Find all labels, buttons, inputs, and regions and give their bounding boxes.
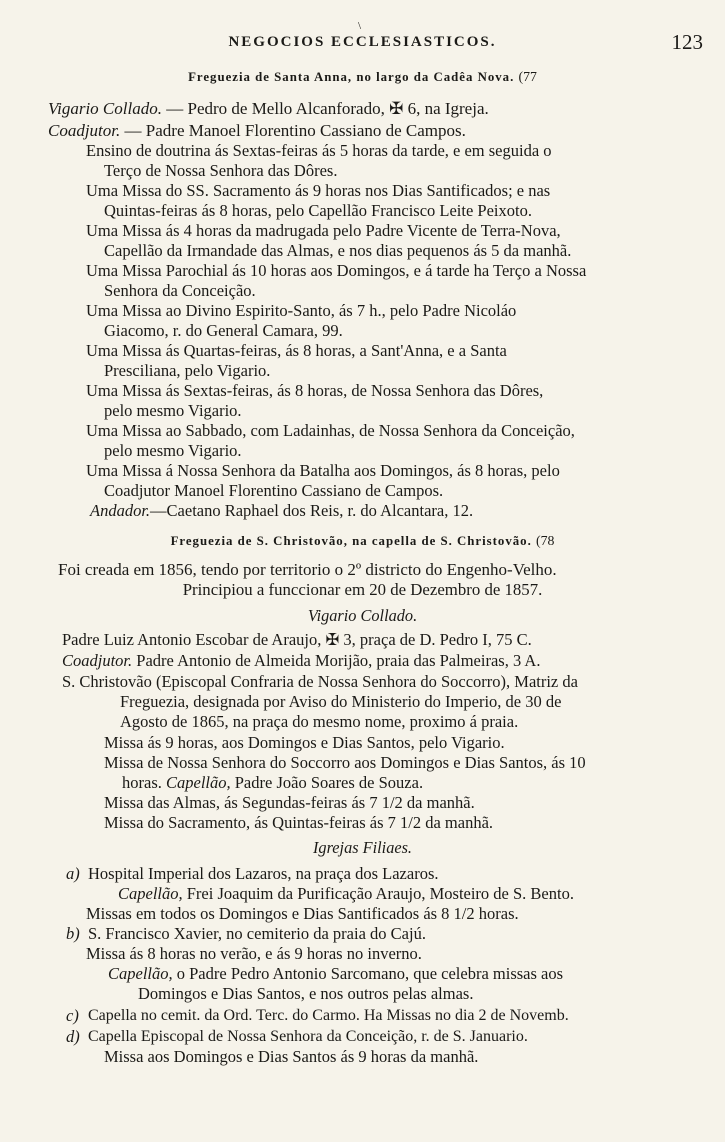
list-item: S. Francisco Xavier, no cemiterio da praia do Cajú.	[88, 924, 426, 943]
vigario-heading: Vigario Collado.	[307, 606, 418, 625]
list-item: Capella Episcopal de Nossa Senhora da Conceição, r. de S. Januario.	[88, 1028, 528, 1045]
text-line: pelo mesmo Vigario.	[104, 441, 242, 460]
text-line: Ensino de doutrina ás Sextas-feiras ás 5 horas da tarde, e em seguida o	[86, 141, 552, 160]
list-item: Missa ás 8 horas no verão, e ás 9 horas no inverno.	[86, 944, 422, 963]
matriz-line: S. Christovão (Episcopal Confraria de Nossa Senhora do Soccorro), Matriz da	[62, 672, 578, 691]
text-line: Coadjutor Manoel Florentino Cassiano de Campos.	[104, 481, 444, 500]
andador-line: Andador.—Caetano Raphael dos Reis, r. do Alcantara, 12.	[90, 501, 474, 520]
missa-line: Missa de Nossa Senhora do Soccorro aos Domingos e Dias Santos, ás 10	[104, 753, 586, 772]
vigario-line: Vigario Collado. — Pedro de Mello Alcanforado, ✠ 6, na Igreja.	[48, 99, 489, 118]
list-marker: c)	[66, 1006, 79, 1025]
list-marker: b)	[66, 924, 80, 943]
intro-line: Principiou a funccionar em 20 de Dezembro de 1857.	[182, 580, 543, 599]
list-item: Capellão, Frei Joaquim da Purificação Araujo, Mosteiro de S. Bento.	[118, 884, 574, 903]
list-marker: a)	[66, 864, 80, 883]
text-line: Uma Missa ao Sabbado, com Ladainhas, de Nossa Senhora da Conceição,	[86, 421, 575, 440]
intro-line: Foi creada em 1856, tendo por territorio o 2º districto do Engenho-Velho.	[58, 560, 557, 579]
missa-line: Missa ás 9 horas, aos Domingos e Dias Santos, pelo Vigario.	[104, 733, 505, 752]
text-line: Uma Missa ao Divino Espirito-Santo, ás 7 h., pelo Padre Nicoláo	[86, 301, 517, 320]
matriz-line: Freguezia, designada por Aviso do Ministerio do Imperio, de 30 de	[120, 692, 562, 711]
text-line: Uma Missa ás Sextas-feiras, ás 8 horas, de Nossa Senhora das Dôres,	[86, 381, 544, 400]
text-line: Uma Missa do SS. Sacramento ás 9 horas nos Dias Santificados; e nas	[86, 181, 551, 200]
coadjutor-line: Coadjutor. — Padre Manoel Florentino Cassiano de Campos.	[48, 121, 466, 140]
list-marker: d)	[66, 1027, 80, 1046]
page-title: NEGOCIOS ECCLESIASTICOS.	[228, 34, 497, 50]
list-item: Domingos e Dias Santos, e nos outros pelas almas.	[138, 984, 474, 1003]
list-item: Capellão, o Padre Pedro Antonio Sarcomano, que celebra missas aos	[108, 964, 564, 983]
text-line: Senhora da Conceição.	[104, 281, 256, 300]
text-line: Presciliana, pelo Vigario.	[104, 361, 271, 380]
text-line: Giacomo, r. do General Camara, 99.	[104, 321, 343, 340]
parish-heading-santa-anna: Freguezia de Santa Anna, no largo da Cadêa Nova. (77	[188, 69, 537, 85]
text-line: Uma Missa Parochial ás 10 horas aos Domingos, e á tarde ha Terço a Nossa	[86, 261, 587, 280]
list-item: Missa aos Domingos e Dias Santos ás 9 horas da manhã.	[104, 1047, 479, 1066]
page-number: 123	[671, 30, 703, 54]
filiaes-heading: Igrejas Filiaes.	[312, 838, 413, 857]
text-line: Uma Missa á Nossa Senhora da Batalha aos Domingos, ás 8 horas, pelo	[86, 461, 560, 480]
list-item: Missas em todos os Domingos e Dias Santificados ás 8 1/2 horas.	[86, 904, 519, 923]
text-line: Uma Missa ás 4 horas da madrugada pelo Padre Vicente de Terra-Nova,	[86, 221, 561, 240]
missa-line: Missa das Almas, ás Segundas-feiras ás 7 1/2 da manhã.	[104, 793, 475, 812]
missa-line: Missa do Sacramento, ás Quintas-feiras ás 7 1/2 da manhã.	[104, 813, 494, 832]
text-line: Terço de Nossa Senhora das Dôres.	[104, 161, 338, 180]
text-line: Capellão da Irmandade das Almas, e nos dias pequenos ás 5 da manhã.	[104, 241, 572, 260]
parish-heading-s-christovao: Freguezia de S. Christovão, na capella de S. Christovão. (78	[170, 533, 555, 549]
text-line: Uma Missa ás Quartas-feiras, ás 8 horas, a Sant'Anna, e a Santa	[86, 341, 507, 360]
missa-line: horas. Capellão, Padre João Soares de Souza.	[122, 773, 424, 792]
list-item: Hospital Imperial dos Lazaros, na praça dos Lazaros.	[88, 864, 439, 883]
running-head: \ NEGOCIOS ECCLESIASTICOS. 123	[0, 34, 725, 58]
coadjutor-line: Coadjutor. Padre Antonio de Almeida Morijão, praia das Palmeiras, 3 A.	[62, 651, 541, 670]
text-line: Quintas-feiras ás 8 horas, pelo Capellão Francisco Leite Peixoto.	[104, 201, 532, 220]
list-item: Capella no cemit. da Ord. Terc. do Carmo. Ha Missas no dia 2 de Novemb.	[88, 1007, 569, 1024]
vigario-line: Padre Luiz Antonio Escobar de Araujo, ✠ 3, praça de D. Pedro I, 75 C.	[62, 630, 532, 649]
text-line: pelo mesmo Vigario.	[104, 401, 242, 420]
matriz-line: Agosto de 1865, na praça do mesmo nome, proximo á praia.	[120, 712, 519, 731]
